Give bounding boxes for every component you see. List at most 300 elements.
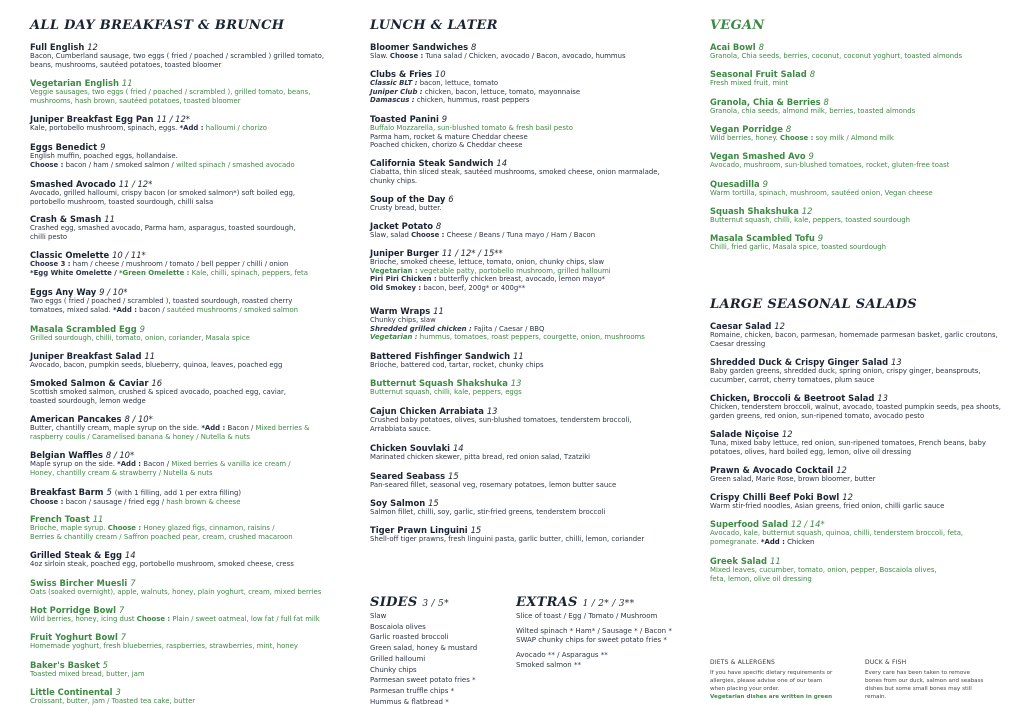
item-desc: Arrabbiata sauce. <box>370 424 431 433</box>
item-price: 12 <box>801 206 813 216</box>
menu-item-clubs-fries <box>370 69 680 105</box>
item-price: 5 <box>102 660 108 670</box>
item-price: 9 / 10* <box>99 287 128 297</box>
side-item: Grilled halloumi <box>370 654 426 663</box>
item-desc: Croissant, butter, jam / Toasted tea cake, butter <box>30 697 196 705</box>
side-item: Parmesan sweet potato fries * <box>370 676 476 685</box>
item-price: 8 / 10* <box>124 414 153 424</box>
item-desc: Caesar dressing <box>710 339 766 348</box>
item-variant: Piri Piri Chicken : <box>370 275 437 284</box>
sides-title <box>370 595 449 610</box>
menu-item-classic-omelette <box>30 250 340 277</box>
add-label: *Add : <box>760 537 785 546</box>
choose-label: Choose 3 : <box>30 260 71 268</box>
item-desc: Warm tortilla, spinach, mushroom, sautéed onion, Vegan cheese <box>710 189 933 197</box>
item-name: Juniper Breakfast Egg Pan <box>30 114 154 124</box>
item-price: 7 <box>118 605 125 615</box>
menu-item-quesadilla <box>710 179 1010 198</box>
item-name: Superfood Salad <box>710 519 789 529</box>
choose-label: Choose : <box>30 497 64 506</box>
item-desc: Ciabatta, thin sliced steak, sautéed mushrooms, smoked cheese, onion marmalade, <box>370 168 660 176</box>
item-name: Acai Bowl <box>710 42 756 52</box>
menu-item-granola <box>710 97 1010 116</box>
add-label: *Add : <box>117 460 142 468</box>
side-item: Green salad, honey & mustard <box>370 644 478 653</box>
item-name: Tiger Prawn Linguini <box>370 525 468 535</box>
item-price: 13 <box>510 378 522 388</box>
menu-item-vegan-smashed-avo <box>710 151 1010 170</box>
menu-item-warm-wraps <box>370 306 680 342</box>
item-price: 6 <box>448 194 454 204</box>
item-name: Juniper Burger <box>370 248 439 258</box>
add-label: *Add : <box>201 424 226 432</box>
menu-item-greek-salad <box>710 556 1010 583</box>
item-desc: 4oz sirloin steak, poached egg, portobello mushroom, smoked cheese, cress <box>30 560 294 568</box>
item-variant: *Egg White Omelette / <box>30 268 117 277</box>
menu-item-superfood-salad <box>710 519 1010 546</box>
vegan-title: VEGAN <box>710 18 765 33</box>
menu-item-bircher-muesli <box>30 578 340 597</box>
item-name: Eggs Benedict <box>30 142 98 152</box>
item-option: hash brown & cheese <box>166 497 241 506</box>
item-desc: pomegranate. <box>710 537 759 546</box>
duck-fish-line: remain. <box>865 694 887 700</box>
item-option: Berries & chantilly cream / Saffron poached pear, cream, crushed macaroon <box>30 532 293 541</box>
menu-item-soup <box>370 194 680 213</box>
menu-item-cajun-arrabiata <box>370 406 680 433</box>
item-name: Baker's Basket <box>30 660 100 670</box>
item-name: Toasted Panini <box>370 114 439 124</box>
item-desc: Brioche, battered cod, tartar, rocket, chunky chips <box>370 361 544 369</box>
item-desc: toasted sourdough, lemon wedge <box>30 396 146 405</box>
item-name: Jacket Potato <box>370 221 433 231</box>
duck-fish-note <box>865 669 1005 701</box>
item-desc: Maple syrup on the side. <box>30 460 115 468</box>
item-price: 9 <box>139 324 145 334</box>
side-item: Parmesan truffle chips * <box>370 686 455 695</box>
menu-item-porridge-bowl <box>30 605 340 624</box>
menu-item-juniper-burger <box>370 248 680 292</box>
item-name: Clubs & Fries <box>370 69 432 79</box>
item-name: Swiss Bircher Muesli <box>30 578 128 588</box>
item-desc: Brioche, smoked cheese, lettuce, tomato, onion, chunky chips, slaw <box>370 258 605 266</box>
item-price: 11 <box>92 514 104 524</box>
item-desc: English muffin, poached eggs, hollandaise. <box>30 152 178 160</box>
item-name: Full English <box>30 42 85 52</box>
side-item: Slaw <box>370 612 387 620</box>
item-desc: Granola, Chia seeds, berries, coconut, coconut yoghurt, toasted almonds <box>710 52 963 60</box>
item-name: Juniper Breakfast Salad <box>30 351 142 361</box>
item-name: Seared Seabass <box>370 471 446 481</box>
extra-item: Wilted spinach * Ham* / Sausage * / Bacon * <box>516 627 672 635</box>
menu-item-fishfinger-sandwich <box>370 351 680 370</box>
salads-title: LARGE SEASONAL SALADS <box>710 297 917 312</box>
item-name: Chicken, Broccoli & Beetroot Salad <box>710 393 875 403</box>
item-option: bacon, lettuce, tomato <box>419 79 499 87</box>
item-desc: Two eggs ( fried / poached / scrambled ), toasted sourdough, roasted cherry <box>30 297 293 305</box>
menu-item-california-steak <box>370 158 680 185</box>
item-desc: feta, lemon, olive oil dressing <box>710 574 812 583</box>
item-desc: mushrooms, hash brown, sautéed potatoes, toasted bloomer <box>30 96 241 105</box>
item-desc: Avocado, grilled halloumi, crispy bacon (or smoked salmon*) soft boiled egg, <box>30 189 296 197</box>
item-name: Vegan Porridge <box>710 124 783 134</box>
item-name: Fruit Yoghurt Bowl <box>30 632 118 642</box>
item-desc: Kale, portobello mushroom, spinach, eggs. <box>30 124 178 132</box>
item-name: Cajun Chicken Arrabiata <box>370 406 484 416</box>
item-name: Squash Shakshuka <box>710 206 799 216</box>
menu-item-grilled-steak-egg <box>30 550 340 569</box>
menu-item-salade-nicoise <box>710 429 1010 456</box>
add-label: *Add : <box>179 124 204 132</box>
menu-item-belgian-waffles <box>30 450 340 477</box>
item-name: Crash & Smash <box>30 214 102 224</box>
item-variant: Juniper Club : <box>370 87 423 96</box>
item-name: Masala Scambled Tofu <box>710 233 815 243</box>
extra-item: SWAP chunky chips for sweet potato fries * <box>516 636 667 644</box>
item-desc: Mixed leaves, cucumber, tomato, onion, pepper, Boscaiola olives, <box>710 566 937 574</box>
menu-item-poki-bowl <box>710 492 1010 511</box>
item-option: bacon / <box>139 305 165 314</box>
menu-item-yoghurt-bowl <box>30 632 340 651</box>
item-option: Mixed berries & <box>255 424 310 432</box>
menu-item-breakfast-barm <box>30 487 340 506</box>
item-name: Little Continental <box>30 687 113 697</box>
extra-item: Smoked salmon ** <box>516 661 581 669</box>
item-option: Tuna salad / Chicken, avocado / Bacon, avocado, hummus <box>425 52 626 60</box>
item-desc: Salmon fillet, chilli, soy, garlic, stir-fried greens, tenderstem broccoli <box>370 508 606 516</box>
item-option: ham / cheese / mushroom / tomato / bell pepper / chilli / onion <box>72 260 289 268</box>
item-price: 5 <box>106 487 112 497</box>
menu-item-squash-shakshuka-vegan <box>710 206 1010 225</box>
menu-item-eggs-any-way <box>30 287 340 314</box>
item-option: vegetable patty, portobello mushroom, grilled halloumi <box>419 266 611 275</box>
item-desc: Veggie sausages, two eggs ( fried / poached / scrambled ), grilled tomato, beans, <box>30 88 311 96</box>
item-name: Salade Niçoise <box>710 429 779 439</box>
duck-fish-line: Every care has been taken to remove <box>865 670 971 676</box>
menu-item-smoked-salmon-caviar <box>30 378 340 405</box>
item-desc: chilli pesto <box>30 232 68 241</box>
item-option: raspberry coulis / Caramelised banana & honey / Nutella & nuts <box>30 432 250 441</box>
item-price: 12 <box>842 492 853 502</box>
item-desc: Pan-seared fillet, seasonal veg, rosemary potatoes, lemon butter sauce <box>370 481 617 489</box>
item-name: Chicken Souvlaki <box>370 443 451 453</box>
item-name: Vegetarian English <box>30 78 119 88</box>
item-name: Grilled Steak & Egg <box>30 550 122 560</box>
item-price: 10 / 11* <box>112 250 146 260</box>
sides-price: 3 / 5* <box>422 599 449 609</box>
item-desc: portobello mushroom, toasted sourdough, chilli salsa <box>30 197 214 206</box>
item-option: sautéed mushrooms / smoked salmon <box>166 305 299 314</box>
item-name: California Steak Sandwich <box>370 158 494 168</box>
item-variant: Damascus : <box>370 96 415 105</box>
item-desc: Tuna, mixed baby lettuce, red onion, sun-ripened tomatoes, French beans, baby <box>710 439 986 447</box>
item-name: Seasonal Fruit Salad <box>710 69 807 79</box>
item-price: 8 <box>758 42 764 52</box>
item-name: Prawn & Avocado Cocktail <box>710 465 834 475</box>
item-name: Shredded Duck & Crispy Ginger Salad <box>710 357 889 367</box>
menu-item-vegetarian-english <box>30 78 340 105</box>
menu-item-breakfast-salad <box>30 351 340 370</box>
add-label: *Add : <box>113 305 137 314</box>
item-price: 12 / 14* <box>790 519 825 529</box>
item-desc: Scottish smoked salmon, crushed & spiced avocado, poached egg, caviar, <box>30 388 286 396</box>
side-item: Hummus & flatbread * <box>370 697 449 706</box>
item-desc: Warm stir-fried noodles, Asian greens, fried onion, chilli garlic sauce <box>710 502 945 510</box>
item-price: 8 <box>785 124 792 134</box>
menu-item-fruit-salad <box>710 69 1010 88</box>
item-price: 9 <box>817 233 824 243</box>
item-price: 15 <box>428 498 439 508</box>
item-desc: Butternut squash, chilli, kale, peppers, toasted sourdough <box>710 216 911 224</box>
item-desc: Crashed egg, smashed avocado, Parma ham, asparagus, toasted sourdough, <box>30 224 296 232</box>
item-option: bacon / sausage / fried egg / <box>65 497 165 506</box>
menu-item-masala-scrambled-egg <box>30 324 340 343</box>
item-price: 15 <box>448 471 459 481</box>
choose-label: Choose : <box>136 615 171 623</box>
diets-title: DIETS & ALLERGENS <box>710 659 776 666</box>
item-price: 11 <box>433 306 444 316</box>
item-option: bacon, beef, 200g* or 400g** <box>423 283 526 292</box>
item-name: Crispy Chilli Beef Poki Bowl <box>710 492 840 502</box>
diets-line: If you have specific dietary requirements or <box>710 670 833 676</box>
menu-item-prawn-linguini <box>370 525 680 544</box>
item-variant: Shredded grilled chicken : <box>370 324 472 333</box>
item-desc: Crushed baby potatoes, olives, sun-blushed tomatoes, tenderstem broccoli, <box>370 416 632 424</box>
item-option: Bacon / <box>227 424 254 432</box>
item-desc: Parma ham, rocket & mature Cheddar cheese <box>370 132 528 141</box>
choose-label: Choose : <box>411 231 445 239</box>
item-option: chicken, bacon, lettuce, tomato, mayonnaise <box>424 87 581 96</box>
menu-item-bakers-basket <box>30 660 340 679</box>
item-option: wilted spinach / smashed avocado <box>176 160 295 169</box>
extras-heading: EXTRAS <box>516 595 578 610</box>
item-desc: Marinated chicken skewer, pitta bread, red onion salad, Tzatziki <box>370 453 591 461</box>
item-price: 8 <box>435 221 442 231</box>
extra-item: Avocado ** / Asparagus ** <box>516 651 608 659</box>
menu-item-french-toast <box>30 514 340 541</box>
item-desc: tomatoes, mixed salad. <box>30 305 111 314</box>
extras-title <box>516 595 634 610</box>
item-price: 11 / 12* / 15** <box>441 248 503 258</box>
item-option: hummus, tomatoes, roast peppers, courgette, onion, mushrooms <box>419 333 645 342</box>
item-price: 11 <box>121 78 133 88</box>
menu-item-eggs-benedict <box>30 142 340 169</box>
item-option: bacon / ham / smoked salmon / <box>65 160 174 169</box>
item-name: Quesadilla <box>710 179 760 189</box>
item-name: Soup of the Day <box>370 194 446 204</box>
item-name: Bloomer Sandwiches <box>370 42 469 52</box>
item-option: halloumi / chorizo <box>205 124 268 132</box>
item-desc: potatoes, olives, hard boiled egg, lemon, olive oil dressing <box>710 447 912 456</box>
item-desc: Buffalo Mozzarella, sun-blushed tomato & fresh basil pesto <box>370 124 573 132</box>
item-price: 12 <box>781 429 793 439</box>
item-price: 8 <box>470 42 477 52</box>
item-desc: Granola, chia seeds, almond milk, berries, toasted almonds <box>710 107 916 115</box>
item-variant: Classic BLT : <box>370 79 418 87</box>
item-desc: Romaine, chicken, bacon, parmesan, homemade parmesan basket, garlic croutons, <box>710 331 998 339</box>
menu-item-acai-bowl <box>710 42 1010 61</box>
item-price: 11 <box>769 556 781 566</box>
extra-item: Slice of toast / Egg / Tomato / Mushroom <box>516 612 658 620</box>
menu-item-soy-salmon <box>370 498 680 517</box>
menu-item-seared-seabass <box>370 471 680 490</box>
menu-item-broccoli-salad <box>710 393 1010 420</box>
item-price: 12 <box>774 321 785 331</box>
item-name: Smoked Salmon & Caviar <box>30 378 149 388</box>
item-desc: garden greens, red onion, sun-ripened tomato, avocado pesto <box>710 411 925 420</box>
item-price: 11 / 12* <box>118 179 153 189</box>
choose-label: Choose : <box>30 160 64 169</box>
item-name: Butternut Squash Shakshuka <box>370 378 508 388</box>
item-name: Smashed Avocado <box>30 179 116 189</box>
diets-line: Vegetarian dishes are written in green <box>710 694 833 700</box>
item-desc: Chilli, fried garlic, Masala spice, toasted sourdough <box>710 243 887 251</box>
item-price: 11 <box>144 351 156 361</box>
item-price: 8 <box>809 69 816 79</box>
item-option: Plain / sweet oatmeal, low fat / full fat milk <box>172 615 320 623</box>
item-option: Fajita / Caesar / BBQ <box>473 324 545 333</box>
item-desc: Butter, chantilly cream, maple syrup on the side. <box>30 424 200 432</box>
item-desc: beans, mushrooms, sautéed potatoes, toasted bloomer <box>30 60 222 69</box>
menu-item-squash-shakshuka <box>370 378 680 397</box>
choose-label: Choose : <box>780 134 814 142</box>
diets-line: allergies, please advise one of our team <box>710 678 823 684</box>
item-name: Vegan Smashed Avo <box>710 151 806 161</box>
menu-item-bloomer-sandwiches <box>370 42 680 61</box>
item-price: 9 <box>441 114 448 124</box>
item-name: Battered Fishfinger Sandwich <box>370 351 511 361</box>
side-item: Boscaiola olives <box>370 622 426 631</box>
menu-item-toasted-panini <box>370 114 680 150</box>
menu-item-duck-salad <box>710 357 1010 384</box>
menu-item-smashed-avocado <box>30 179 340 206</box>
item-desc: Poached chicken, chorizo & Cheddar cheese <box>370 141 523 150</box>
item-name: Warm Wraps <box>370 306 431 316</box>
item-desc: Crusty bread, butter. <box>370 204 442 212</box>
item-price: 15 <box>470 525 482 535</box>
item-name: Belgian Waffles <box>30 450 103 460</box>
item-price: 7 <box>130 578 136 588</box>
menu-item-vegan-porridge <box>710 124 1010 143</box>
item-variant: *Green Omelette : <box>118 268 190 277</box>
item-desc: Toasted mixed bread, butter, jam <box>30 670 145 678</box>
lunch-title: LUNCH & LATER <box>370 18 498 33</box>
diets-note <box>710 669 860 701</box>
menu-item-egg-pan <box>30 114 340 133</box>
item-name: Soy Salmon <box>370 498 426 508</box>
item-desc: Chunky chips, slaw <box>370 316 436 324</box>
item-option: Chicken <box>787 537 815 546</box>
item-desc: Brioche, maple syrup. <box>30 524 106 532</box>
item-variant: Vegetarian : <box>370 333 418 342</box>
item-price: 8 <box>823 97 829 107</box>
item-desc: Butternut squash, chilli, kale, peppers, eggs <box>370 388 522 396</box>
item-price: 14 <box>124 550 136 560</box>
item-price: 16 <box>151 378 163 388</box>
menu-item-caesar-salad <box>710 321 1010 348</box>
item-name: Caesar Salad <box>710 321 772 331</box>
item-desc: Slaw. <box>370 52 388 60</box>
item-option: Kale, chilli, spinach, peppers, feta <box>191 268 308 277</box>
item-desc: chunky chips. <box>370 176 418 185</box>
item-desc: Wild berries, honey. <box>710 134 778 142</box>
menu-item-scrambled-tofu <box>710 233 1010 252</box>
item-name: French Toast <box>30 514 90 524</box>
item-price: 13 <box>486 406 498 416</box>
item-desc: Grilled sourdough, chilli, tomato, onion, coriander, Masala spice <box>30 334 250 342</box>
menu-item-full-english <box>30 42 340 69</box>
item-option: Honey glazed figs, cinnamon, raisins / <box>143 524 275 532</box>
item-price: 13 <box>877 393 888 403</box>
item-desc: Baby garden greens, shredded duck, spring onion, crispy ginger, beansprouts, <box>710 367 981 375</box>
item-name: Greek Salad <box>710 556 768 566</box>
item-option: Honey, chantilly cream & strawberry / Nutella & nuts <box>30 468 213 477</box>
item-name: Eggs Any Way <box>30 287 97 297</box>
item-price: 14 <box>496 158 508 168</box>
item-desc: cucumber, carrot, cherry tomatoes, plum sauce <box>710 375 875 384</box>
menu-item-chicken-souvlaki <box>370 443 680 462</box>
duck-fish-title: DUCK & FISH <box>865 659 907 666</box>
item-desc: Bacon, Cumberland sausage, two eggs ( fried / poached / scrambled ) grilled tomato, <box>30 52 325 60</box>
item-option: chicken, hummus, roast peppers <box>416 96 530 105</box>
item-desc: Chicken, tenderstem broccoli, walnut, avocado, toasted pumpkin seeds, pea shoots, <box>710 403 1001 411</box>
item-price: 9 <box>808 151 814 161</box>
item-desc: Homemade yoghurt, fresh blueberries, raspberries, strawberries, mint, honey <box>30 642 298 650</box>
item-desc: Avocado, bacon, pumpkin seeds, blueberry, quinoa, leaves, poached egg <box>30 361 283 369</box>
choose-label: Choose : <box>389 52 424 60</box>
item-desc: Fresh mixed fruit, mint <box>710 79 789 87</box>
duck-fish-line: bones from our duck, salmon and seabass <box>865 678 984 684</box>
item-price: 11 <box>512 351 524 361</box>
item-variant: Vegetarian : <box>370 266 418 275</box>
item-price: 9 <box>100 142 106 152</box>
menu-item-jacket-potato <box>370 221 680 240</box>
side-item: Chunky chips <box>370 665 417 674</box>
diets-line: when placing your order. <box>710 686 780 692</box>
item-price: 11 / 12* <box>156 114 190 124</box>
menu-item-little-continental <box>30 687 340 706</box>
item-name: Hot Porridge Bowl <box>30 605 117 615</box>
item-price: 13 <box>891 357 902 367</box>
item-price: 8 / 10* <box>105 450 135 460</box>
choose-label: Choose : <box>107 524 142 532</box>
item-name: Breakfast Barm <box>30 487 104 497</box>
item-price: 3 <box>115 687 121 697</box>
item-price: 14 <box>452 443 464 453</box>
item-desc: Shell-off tiger prawns, fresh linguini pasta, garlic butter, chilli, lemon, coriander <box>370 535 645 543</box>
item-desc: Oats (soaked overnight), apple, walnuts, honey, plain yoghurt, cream, mixed berries <box>30 588 322 596</box>
item-price: 12 <box>836 465 847 475</box>
menu-item-prawn-cocktail <box>710 465 1010 484</box>
item-desc: Slaw, salad <box>370 231 409 239</box>
side-item: Garlic roasted broccoli <box>370 633 449 642</box>
duck-fish-line: dishes but some small bones may still <box>865 686 972 692</box>
item-option: butterfly chicken breast, avocado, lemon mayo* <box>438 275 606 284</box>
item-price: 9 <box>762 179 768 189</box>
sides-heading: SIDES <box>370 595 418 610</box>
item-name: Masala Scrambled Egg <box>30 324 137 334</box>
item-option: Cheese / Beans / Tuna mayo / Ham / Bacon <box>446 231 596 239</box>
breakfast-title: ALL DAY BREAKFAST & BRUNCH <box>30 18 285 33</box>
item-option: Bacon / <box>143 460 170 468</box>
item-price: 7 <box>120 632 127 642</box>
extras-price: 1 / 2* / 3** <box>582 599 635 609</box>
item-price: 11 <box>104 214 115 224</box>
menu-item-crash-smash <box>30 214 340 241</box>
item-name: Granola, Chia & Berries <box>710 97 821 107</box>
item-variant: Old Smokey : <box>370 283 422 292</box>
item-price: 12 <box>87 42 98 52</box>
